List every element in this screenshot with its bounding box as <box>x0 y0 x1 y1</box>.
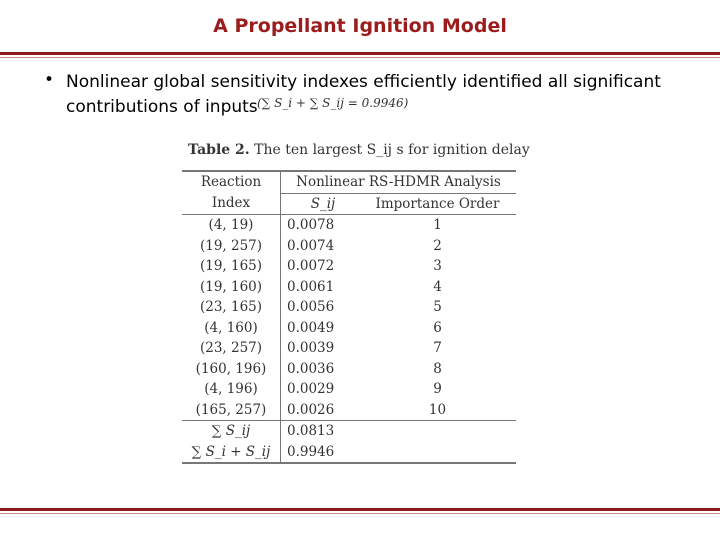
slide-title: A Propellant Ignition Model <box>213 15 507 37</box>
header-reaction: Reaction <box>182 171 281 193</box>
cell-sij: 0.0049 <box>287 319 335 336</box>
summary-value: 0.0813 <box>281 421 360 442</box>
table-caption <box>188 142 530 158</box>
table-row <box>182 236 516 257</box>
cell-sij: 0.0074 <box>287 237 335 254</box>
cell-sij: 0.0056 <box>287 299 335 315</box>
sensitivity-table <box>182 170 516 464</box>
cell-order: 2 <box>433 237 442 254</box>
cell-order: 4 <box>433 278 442 295</box>
cell-sij: 0.0026 <box>287 401 335 418</box>
cell-index: (19, 257) <box>182 236 281 257</box>
table-row <box>182 359 516 380</box>
cell-index: (4, 19) <box>182 215 281 236</box>
table-caption-label: Table 2. <box>188 142 250 158</box>
table-row <box>182 215 516 236</box>
cell-order: 3 <box>433 258 442 274</box>
table-row <box>182 256 516 277</box>
cell-index: (4, 160) <box>182 318 281 339</box>
header-group: Nonlinear RS-HDMR Analysis <box>281 171 517 193</box>
bullet-text: Nonlinear global sensitivity indexes efficiently identified all significant contributions of inputs <box>66 72 661 117</box>
cell-order: 9 <box>433 381 442 397</box>
summary-value: 0.9946 <box>281 442 360 464</box>
cell-order: 10 <box>428 401 447 418</box>
summary-row <box>182 442 516 464</box>
bullet-marker: • <box>44 70 55 90</box>
cell-sij: 0.0078 <box>287 217 335 233</box>
cell-order: 8 <box>433 360 442 377</box>
table-row <box>182 297 516 318</box>
cell-sij: 0.0036 <box>287 360 335 377</box>
header-sij: S_ij <box>281 193 360 215</box>
cell-order: 1 <box>433 217 442 233</box>
bottom-divider-thin <box>0 513 720 514</box>
cell-index: (160, 196) <box>182 359 281 380</box>
table-row <box>182 400 516 421</box>
cell-sij: 0.0061 <box>287 278 335 295</box>
cell-index: (23, 257) <box>182 338 281 359</box>
header-importance-order: Importance Order <box>359 193 516 215</box>
cell-sij: 0.0072 <box>287 258 335 274</box>
table-row <box>182 277 516 298</box>
cell-order: 6 <box>433 319 442 336</box>
cell-index: (19, 160) <box>182 277 281 298</box>
table-caption-text: The ten largest S_ij s for ignition delay <box>254 142 530 158</box>
sensitivity-formula: (∑ S_i + ∑ S_ij = 0.9946) <box>257 96 409 110</box>
top-divider-thin <box>0 57 720 58</box>
cell-index: (19, 165) <box>182 256 281 277</box>
cell-index: (165, 257) <box>182 400 281 421</box>
bottom-divider <box>0 508 720 511</box>
cell-order: 7 <box>433 340 442 356</box>
cell-order: 5 <box>433 299 442 315</box>
summary-label: ∑ S_i + S_ij <box>182 442 281 464</box>
table-row <box>182 318 516 339</box>
table-row <box>182 379 516 400</box>
cell-sij: 0.0029 <box>287 381 335 397</box>
top-divider <box>0 52 720 55</box>
cell-index: (23, 165) <box>182 297 281 318</box>
summary-label: ∑ S_ij <box>182 421 281 442</box>
header-index: Index <box>182 193 281 215</box>
cell-sij: 0.0039 <box>287 340 335 356</box>
summary-row <box>182 421 516 442</box>
cell-index: (4, 196) <box>182 379 281 400</box>
table-row <box>182 338 516 359</box>
